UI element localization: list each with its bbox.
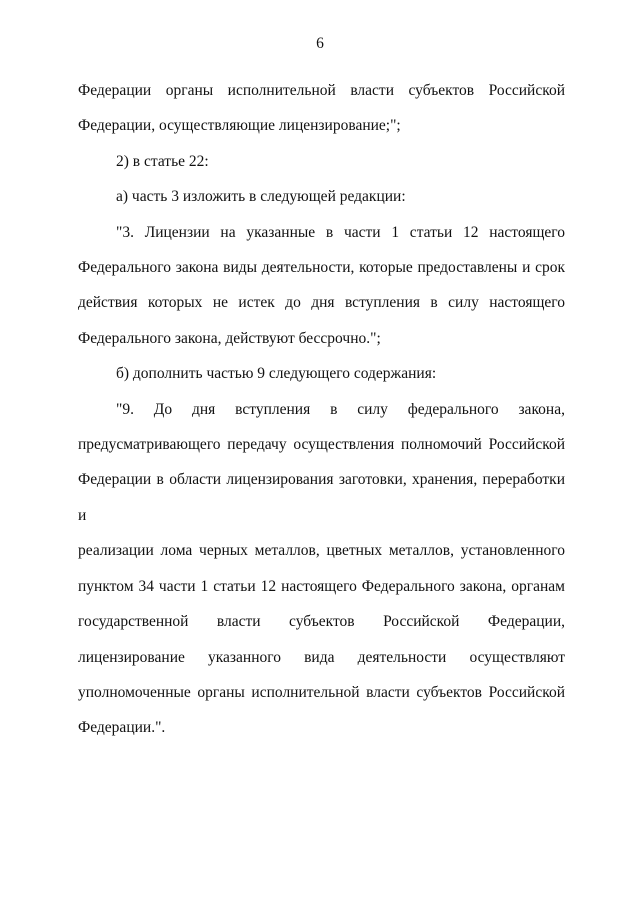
paragraph-transition-provision [78, 392, 565, 746]
paragraph-licenses [78, 215, 565, 357]
text-line: Федерации, осуществляющие лицензирование;"; [78, 117, 401, 135]
text-line: Федерального закона виды деятельности, которые предоставлены и срок [78, 259, 565, 277]
text-line: реализации лома черных металлов, цветных металлов, установленного [78, 542, 565, 560]
text-line: Федерации органы исполнительной власти субъектов Российской [78, 82, 565, 99]
text-line: уполномоченные органы исполнительной власти субъектов Российской [78, 683, 565, 701]
text-line: "3. Лицензии на указанные в части 1 статьи 12 настоящего [116, 223, 565, 241]
text-line: государственной власти субъектов Российской Федерации, [78, 613, 565, 631]
text-line: Федерации в области лицензирования заготовки, хранения, переработки и [78, 471, 565, 524]
paragraph-continuation [78, 73, 565, 144]
paragraph-article-22 [78, 144, 565, 179]
text-line: лицензирование указанного вида деятельности осуществляют [78, 648, 565, 666]
paragraph-part-3 [78, 179, 565, 214]
page-number: 6 [316, 35, 324, 52]
text-line: 2) в статье 22: [116, 152, 209, 170]
text-line: Федерации.". [78, 719, 166, 737]
text-line: б) дополнить частью 9 следующего содержания: [116, 365, 437, 383]
text-line: действия которых не истек до дня вступления в силу настоящего [78, 294, 565, 312]
text-line: предусматривающего передачу осуществления полномочий Российской [78, 436, 565, 454]
paragraph-part-9 [78, 356, 565, 391]
text-line: Федерального закона, действуют бессрочно."; [78, 329, 381, 347]
text-line: а) часть 3 изложить в следующей редакции: [116, 188, 406, 206]
text-line: "9. До дня вступления в силу федерального закона, [116, 400, 565, 418]
document-body [78, 73, 565, 746]
text-line: пунктом 34 части 1 статьи 12 настоящего Федерального закона, органам [78, 577, 565, 595]
